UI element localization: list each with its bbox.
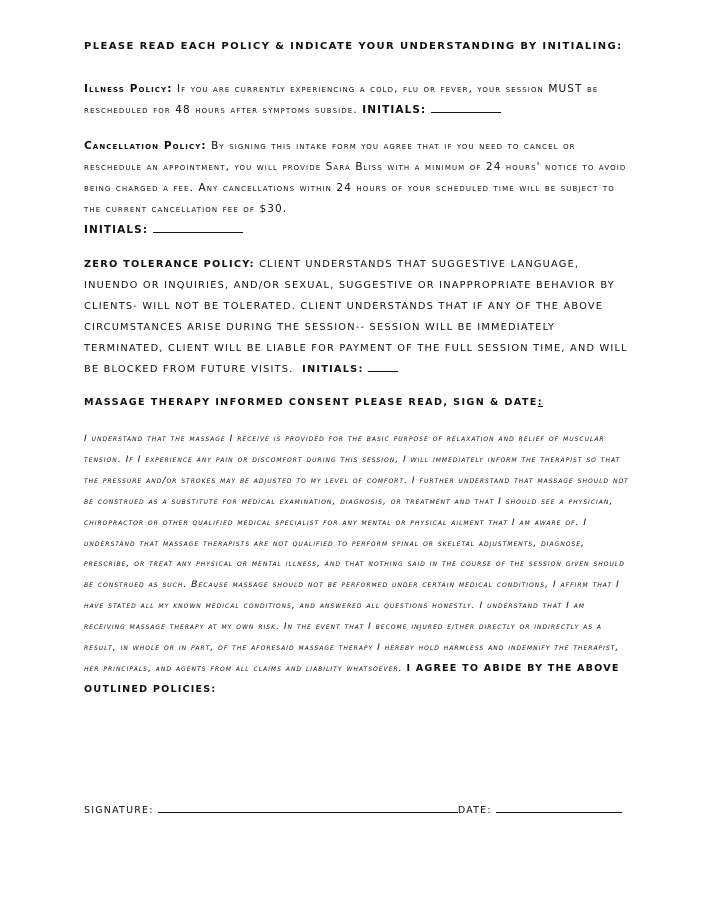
- consent-text: I understand that the massage I receive is provided for the basic purpose of relaxation and relief of muscular tension. If I experience any pain or discomfort during this session, I will immediately inform the therapist so that the pressure and/or strokes may be adjusted to my level of comfort. I further understand that massage should not be construed as a substitute for medical examination, diagnosis, or treatment and that I should see a physician, chiropractor or other qualified medical specialist for any mental or physical ailment that I am aware of. I understand that massage therapists are not qualified to perform spinal or skeletal adjustments, diagnose, prescribe, or treat any physical or mental illness, and that nothing said in the course of the session given should be construed as such. Because massage should not be performed under certain medical conditions, I affirm that I have stated all my known medical conditions, and answered all questions honestly. I understand that I am receiving massage therapy at my own risk. In the event that I become injured either directly or indirectly as a result, in whole or in part, of the aforesaid massage therapy I hereby hold harmless and indemnify the therapist, her principals, and agents from all claims and liability whatsoever.: [84, 433, 629, 674]
- cancellation-initials-label: INITIALS:: [84, 224, 149, 236]
- instructions-heading: PLEASE READ EACH POLICY & INDICATE YOUR UNDERSTANDING BY INITIALING:: [84, 41, 623, 52]
- consent-heading-colon: :: [537, 397, 543, 408]
- zero-tolerance-initials-field[interactable]: [368, 362, 398, 372]
- consent-text-block: [84, 429, 630, 701]
- cancellation-policy-text: By signing this intake form you agree that if you need to cancel or reschedule an appointment, you will provide Sara Bliss with a minimum of 24 hours' notice to avoid being charged a fee. Any cancellations within 24 hours of your scheduled time will be subject to the current cancellation fee of $30.: [84, 140, 627, 215]
- cancellation-policy: [84, 136, 630, 241]
- zero-tolerance-policy: [84, 254, 630, 380]
- date-field[interactable]: [496, 803, 622, 813]
- cancellation-policy-label: Cancellation Policy:: [84, 140, 207, 152]
- illness-policy-label: Illness Policy:: [84, 83, 173, 95]
- zero-tolerance-text: CLIENT UNDERSTANDS THAT SUGGESTIVE LANGUAGE, INUENDO OR INQUIRIES, AND/OR SEXUAL, SUGGESTIVE OR INAPPROPRIATE BEHAVIOR BY CLIENTS- WILL NOT BE TOLERATED. CLIENT UNDERSTANDS THAT IF ANY OF THE ABOVE CIRCUMSTANCES ARISE DURING THE SESSION-- SESSION WILL BE IMMEDIATELY TERMINATED, CLIENT WILL BE LIABLE FOR PAYMENT OF THE FULL SESSION TIME, AND WILL BE BLOCKED FROM FUTURE VISITS.: [84, 259, 628, 375]
- zero-tolerance-initials-label: INITIALS:: [302, 364, 364, 375]
- agree-statement: I AGREE TO ABIDE BY THE ABOVE OUTLINED POLICIES:: [84, 662, 620, 695]
- signature-row: [84, 803, 630, 816]
- illness-initials-field[interactable]: [431, 103, 501, 113]
- signature-label: SIGNATURE:: [84, 805, 154, 816]
- signature-field[interactable]: [158, 803, 458, 813]
- consent-heading-text: MASSAGE THERAPY INFORMED CONSENT PLEASE READ, SIGN & DATE: [84, 397, 538, 408]
- illness-initials-label: INITIALS:: [362, 104, 427, 116]
- zero-tolerance-label: ZERO TOLERANCE POLICY:: [84, 259, 255, 270]
- date-label: DATE:: [457, 805, 492, 816]
- illness-policy-text: If you are currently experiencing a cold, flu or fever, your session MUST be rescheduled for 48 hours after symptoms subside.: [84, 83, 599, 116]
- cancellation-initials-field[interactable]: [153, 223, 243, 233]
- consent-heading: [84, 397, 630, 408]
- illness-policy: [84, 79, 630, 121]
